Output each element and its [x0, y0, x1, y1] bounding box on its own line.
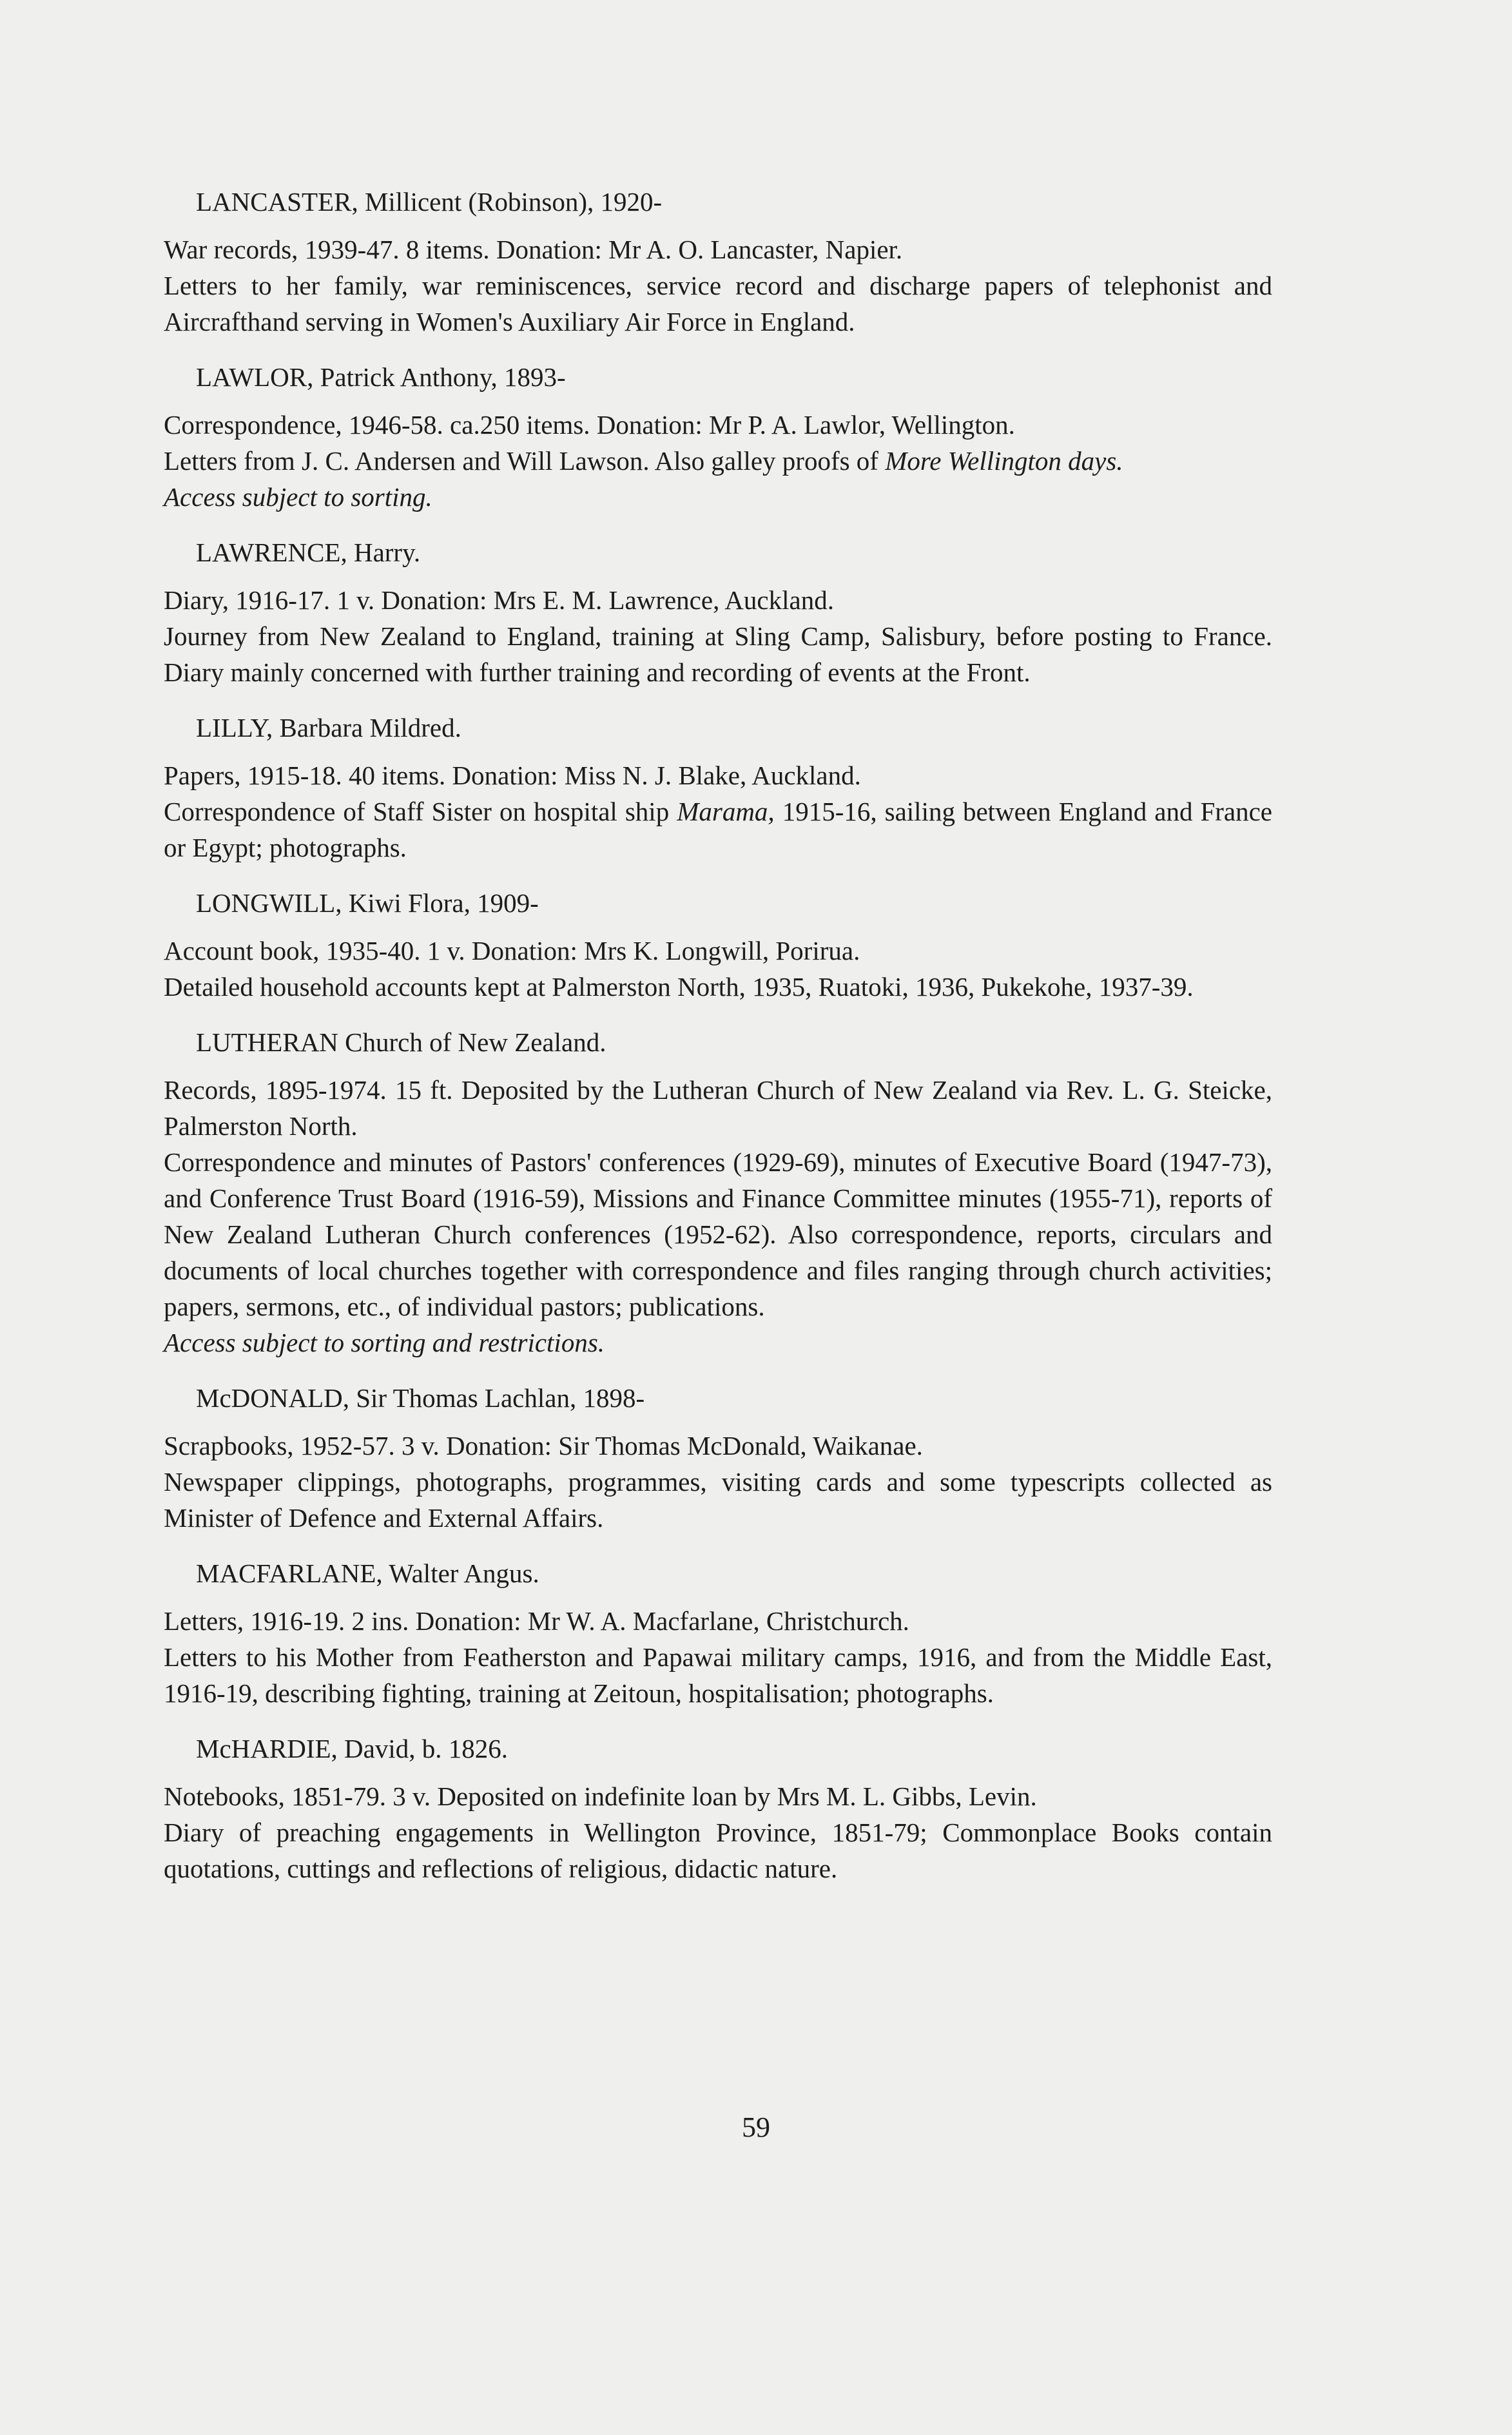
entry-heading: LONGWILL, Kiwi Flora, 1909-: [196, 888, 539, 918]
entry-description: War records, 1939-47. 8 items. Donation: Mr A. O. Lancaster, Napier.: [164, 235, 903, 264]
entry-heading: McHARDIE, David, b. 1826.: [196, 1734, 508, 1763]
entry-detail: Journey from New Zealand to England, training at Sling Camp, Salisbury, before posting to France. Diary mainly concerned with further training and recording of events at the Front.: [164, 621, 1272, 687]
entry-description: Papers, 1915-18. 40 items. Donation: Miss N. J. Blake, Auckland.: [164, 761, 861, 790]
entry-lawrence: [164, 534, 1272, 690]
entry-longwill: [164, 885, 1272, 1005]
page-number: 59: [742, 2111, 770, 2143]
entry-description: Scrapbooks, 1952-57. 3 v. Donation: Sir Thomas McDonald, Waikanae.: [164, 1431, 923, 1460]
entry-heading: MACFARLANE, Walter Angus.: [196, 1558, 539, 1588]
entry-mcdonald: [164, 1380, 1272, 1536]
entry-detail: Correspondence and minutes of Pastors' conferences (1929-69), minutes of Executive Board (1947-73), and Conference Trust Board (1916-59), Missions and Finance Committee minutes (1955-71), reports of New Zealand Lutheran Church conferences (1952-62). Also correspondence, reports, circulars and documents of local churches together with correspondence and files ranging through church activities; papers, sermons, etc., of individual pastors; publications.: [164, 1147, 1272, 1321]
entry-description: Account book, 1935-40. 1 v. Donation: Mrs K. Longwill, Porirua.: [164, 936, 860, 965]
entry-mchardie: [164, 1731, 1272, 1887]
entry-heading: McDONALD, Sir Thomas Lachlan, 1898-: [196, 1383, 645, 1413]
entry-detail: Diary of preaching engagements in Wellington Province, 1851-79; Commonplace Books contain quotations, cuttings and reflections of religious, didactic nature.: [164, 1818, 1272, 1883]
entry-description: Notebooks, 1851-79. 3 v. Deposited on indefinite loan by Mrs M. L. Gibbs, Levin.: [164, 1781, 1037, 1811]
entry-lutheran: [164, 1024, 1272, 1361]
entry-heading: LAWLOR, Patrick Anthony, 1893-: [196, 362, 566, 392]
italic-ship-name: Marama,: [677, 797, 775, 826]
catalogue-entries: [164, 184, 1272, 1906]
detail-text: Letters from J. C. Andersen and Will Lawson. Also galley proofs of: [164, 446, 886, 476]
access-note: Access subject to sorting.: [164, 482, 432, 512]
entry-detail: Newspaper clippings, photographs, programmes, visiting cards and some typescripts collected as Minister of Defence and External Affairs.: [164, 1467, 1272, 1533]
entry-detail: Letters to his Mother from Featherston and Papawai military camps, 1916, and from the Middle East, 1916-19, describing fighting, training at Zeitoun, hospitalisation; photographs.: [164, 1642, 1272, 1708]
entry-description: Correspondence, 1946-58. ca.250 items. Donation: Mr P. A. Lawlor, Wellington.: [164, 410, 1015, 440]
entry-description: Diary, 1916-17. 1 v. Donation: Mrs E. M. Lawrence, Auckland.: [164, 585, 834, 615]
entry-detail: [164, 443, 1272, 479]
entry-heading: LAWRENCE, Harry.: [196, 538, 421, 567]
entry-heading: LANCASTER, Millicent (Robinson), 1920-: [196, 187, 663, 217]
italic-title: More Wellington days.: [885, 446, 1123, 476]
entry-lancaster: [164, 184, 1272, 340]
entry-detail: Detailed household accounts kept at Palmerston North, 1935, Ruatoki, 1936, Pukekohe, 1937-39.: [164, 972, 1194, 1002]
detail-text: 1915-16, sailing between England and France or Egypt; photographs.: [164, 797, 1273, 862]
entry-description: Records, 1895-1974. 15 ft. Deposited by the Lutheran Church of New Zealand via Rev. L. G. Steicke, Palmerston North.: [164, 1075, 1272, 1141]
entry-description: Letters, 1916-19. 2 ins. Donation: Mr W. A. Macfarlane, Christchurch.: [164, 1606, 909, 1636]
entry-detail: Letters to her family, war reminiscences, service record and discharge papers of telephonist and Aircrafthand serving in Women's Auxiliary Air Force in England.: [164, 271, 1272, 336]
entry-heading: LUTHERAN Church of New Zealand.: [196, 1027, 606, 1057]
detail-text: Correspondence of Staff Sister on hospital ship: [164, 797, 677, 826]
entry-detail: [164, 793, 1272, 866]
entry-lilly: [164, 710, 1272, 866]
access-note: Access subject to sorting and restrictions.: [164, 1328, 605, 1357]
entry-lawlor: [164, 359, 1272, 515]
entry-heading: LILLY, Barbara Mildred.: [196, 713, 461, 742]
entry-macfarlane: [164, 1555, 1272, 1711]
